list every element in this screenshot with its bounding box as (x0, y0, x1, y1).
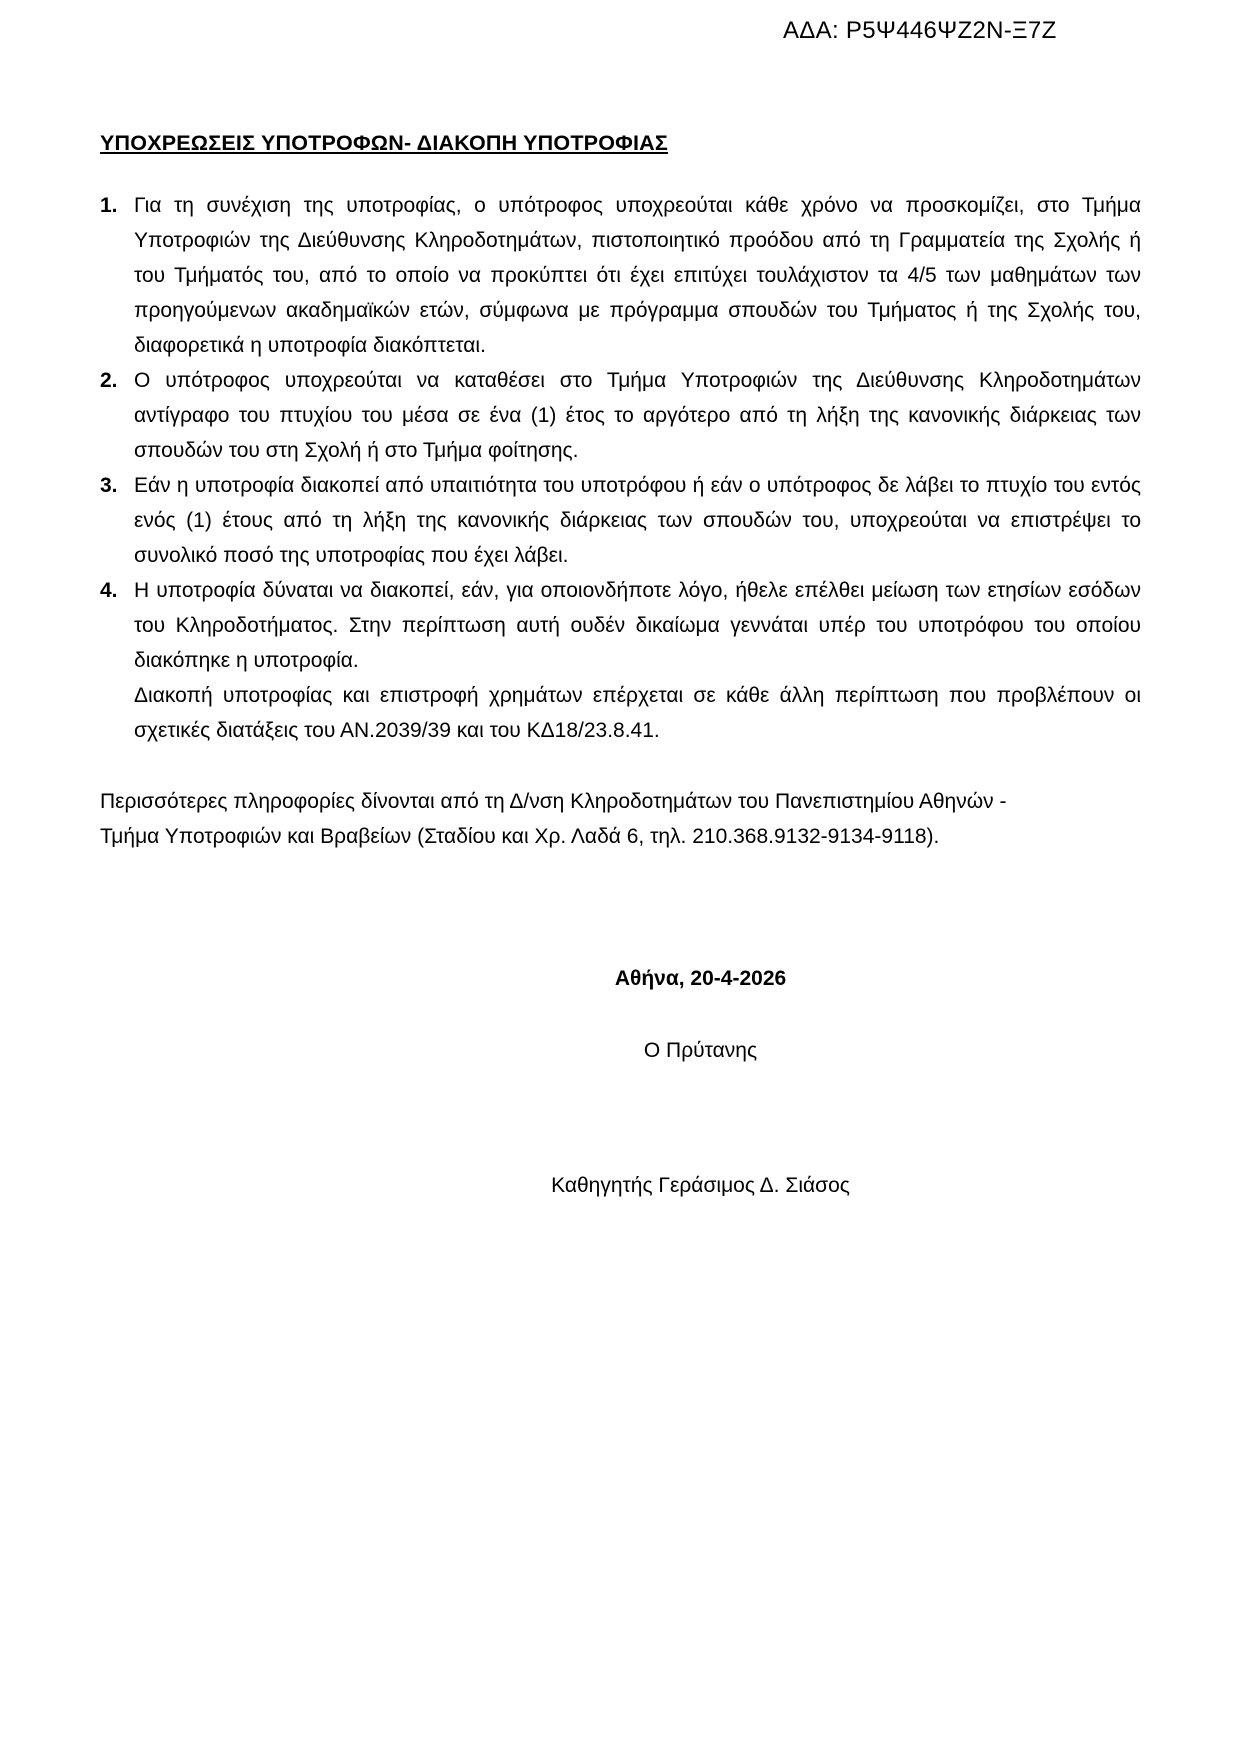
ada-value: Ρ5Ψ446ΨΖ2Ν-Ξ7Ζ (845, 17, 1057, 44)
info-paragraph-line-2: Τμήμα Υποτροφιών και Βραβείων (Σταδίου και Χρ. Λαδά 6, τηλ. 210.368.9132-9134-9118). (100, 825, 940, 848)
list-item-4-number: 4. (100, 579, 118, 602)
list-item-2-number: 2. (100, 369, 118, 392)
ada-label: ΑΔΑ: (783, 17, 839, 44)
ada-code-line (783, 16, 1057, 46)
list-item-1-number: 1. (100, 194, 118, 217)
list-item-1 (100, 188, 1141, 363)
document-body (100, 126, 1141, 854)
obligations-list (100, 188, 1141, 748)
info-paragraph-line-1: Περισσότερες πληροφορίες δίνονται από τη Δ/νση Κληροδοτημάτων του Πανεπιστημίου Αθηνών - (100, 790, 1007, 813)
signature-title: Ο Πρύτανης (643, 1039, 758, 1062)
list-item-4 (100, 573, 1141, 678)
list-item-3 (100, 468, 1141, 573)
section-heading: ΥΠΟΧΡΕΩΣΕΙΣ ΥΠΟΤΡΟΦΩΝ- ΔΙΑΚΟΠΗ ΥΠΟΤΡΟΦΙΑΣ (100, 131, 668, 155)
list-item-3-text: Εάν η υποτροφία διακοπεί από υπαιτιότητα του υποτρόφου ή εάν ο υπότροφος δε λάβει το πτυχίο του εντός ενός (1) έτους από τη λήξη της κανονικής διάρκειας των σπουδών του, υποχρεούται να επιστρέψει το συνολικό ποσό της υποτροφίας που έχει λάβει. (134, 474, 1141, 567)
list-item-2 (100, 363, 1141, 468)
signature-name: Καθηγητής Γεράσιμος Δ. Σιάσος (551, 1174, 850, 1197)
list-item-3-number: 3. (100, 474, 118, 497)
info-paragraph (100, 784, 1141, 854)
list-item-4-continuation: Διακοπή υποτροφίας και επιστροφή χρημάτων επέρχεται σε κάθε άλλη περίπτωση που προβλέπουν οι σχετικές διατάξεις του ΑΝ.2039/39 και του ΚΔ18/23.8.41. (134, 684, 1141, 742)
list-item-1-text: Για τη συνέχιση της υποτροφίας, ο υπότροφος υποχρεούται κάθε χρόνο να προσκομίζει, στο Τμήμα Υποτροφιών της Διεύθυνσης Κληροδοτημάτων, πιστοποιητικό προόδου από τη Γραμματεία της Σχολής ή του Τμήματός του, από το οποίο να προκύπτει ότι έχει επιτύχει τουλάχιστον τα 4/5 των μαθημάτων των προηγούμενων ακαδημαϊκών ετών, σύμφωνα με πρόγραμμα σπουδών του Τμήματος ή της Σχολής του, διαφορετικά η υποτροφία διακόπτεται. (134, 194, 1141, 357)
signature-date: Αθήνα, 20-4-2026 (614, 967, 787, 990)
list-item-2-text: Ο υπότροφος υποχρεούται να καταθέσει στο Τμήμα Υποτροφιών της Διεύθυνσης Κληροδοτημάτων αντίγραφο του πτυχίου του μέσα σε ένα (1) έτος το αργότερο από τη λήξη της κανονικής διάρκειας των σπουδών του στη Σχολή ή στο Τμήμα φοίτησης. (134, 369, 1141, 462)
list-item-4-text: Η υποτροφία δύναται να διακοπεί, εάν, για οποιονδήποτε λόγο, ήθελε επέλθει μείωση των ετησίων εσόδων του Κληροδοτήματος. Στην περίπτωση αυτή ουδέν δικαίωμα γεννάται υπέρ του υποτρόφου του οποίου διακόπηκε η υποτροφία. (134, 579, 1141, 672)
